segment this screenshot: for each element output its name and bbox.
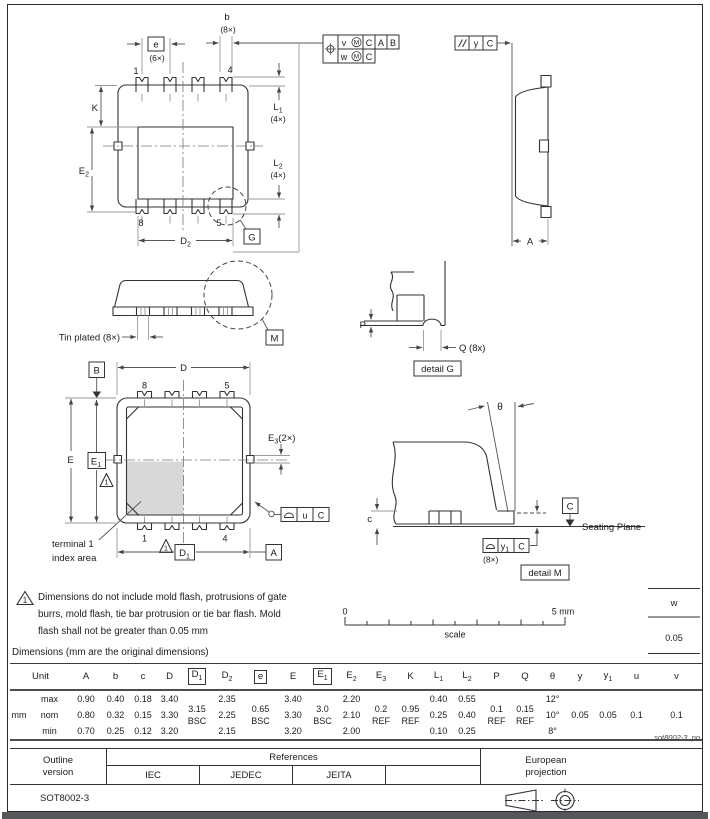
tol-value-w: w	[340, 51, 348, 62]
dim-col-header-v: v	[651, 664, 702, 691]
dim-d1-label: $D_1$	[179, 548, 190, 561]
datum-a: A	[270, 548, 277, 559]
dim-col-header-L2: $L_2$	[452, 664, 482, 691]
page-bottom-bar	[2, 812, 708, 819]
dim-value: 0.25	[429, 709, 448, 720]
dim-value: 0.25	[458, 725, 476, 736]
pin8-label: 8	[138, 218, 144, 228]
dim-col-header-Q: Q	[511, 664, 539, 691]
dim-col-header-E: E	[278, 664, 308, 691]
dim-b-count: (8×)	[220, 24, 236, 35]
dim-value: 3.30	[160, 709, 179, 720]
parallelism-tolerance-frame	[455, 36, 511, 50]
dim-col-header-E3: $E_3$	[366, 664, 396, 691]
datum-ref: C	[365, 37, 373, 48]
dim-d2-label: $D_2$	[180, 236, 191, 249]
dim-value: 0.15 REF	[516, 704, 534, 726]
pin1-label: 1	[133, 66, 139, 76]
detail-g-view	[360, 261, 486, 376]
note-line-2: burrs, mold flash, tie bar protrusion or tie bar flash. Mold	[38, 609, 281, 620]
dim-col-header-K: K	[396, 664, 425, 691]
dim-value: 0.90	[77, 693, 95, 704]
pin	[193, 523, 207, 530]
dim-col-header-c: c	[130, 664, 156, 691]
dim-value: 0.15	[134, 709, 152, 720]
plating-note: Tin plated (8×)	[58, 332, 120, 344]
side-view	[512, 43, 551, 248]
drawing-code: sot8002-3_po	[654, 733, 700, 742]
reference-jeita: JEITA	[293, 766, 386, 784]
dim-value: 0.2 REF	[372, 704, 390, 726]
footer-value-row	[10, 784, 702, 812]
dim-value: 0.1	[670, 710, 683, 720]
pin	[220, 523, 234, 530]
detail-g-ref: G	[248, 232, 256, 244]
dim-a-label: A	[526, 236, 534, 248]
svg-text:M: M	[353, 53, 360, 61]
w-value: 0.05	[665, 633, 683, 643]
position-tolerance-frame	[323, 35, 399, 63]
dim-col-header-D1: $D_1$	[183, 664, 211, 691]
dim-value: 2.10	[342, 709, 361, 720]
dimension-table	[10, 663, 702, 741]
pin	[220, 392, 234, 399]
dim-col-header-E2: $E_2$	[337, 664, 366, 691]
terminal-note: terminal 1	[52, 539, 94, 550]
dim-value: 0.18	[134, 693, 152, 704]
dim-value: 0.05	[599, 710, 617, 720]
dim-value: 0.10	[429, 725, 448, 736]
svg-text:1: 1	[104, 477, 109, 487]
side-tab	[540, 140, 549, 152]
dim-col-header-b: b	[101, 664, 130, 691]
dim-p-label: P	[359, 320, 366, 331]
side-tab	[247, 456, 255, 464]
scale-start: 0	[342, 606, 348, 617]
dim-value: 0.32	[106, 709, 125, 720]
pin4-label: 4	[222, 533, 228, 544]
tol-value-u: u	[302, 510, 308, 521]
european-projection-header: European projection	[480, 749, 702, 784]
scale-bar	[342, 607, 574, 640]
dim-theta-label: θ	[497, 402, 503, 413]
dim-value: 0.12	[134, 725, 152, 736]
datum-triangle	[566, 520, 575, 527]
tol-value-y: y	[473, 38, 479, 49]
package-profile	[115, 281, 249, 308]
pin	[541, 207, 551, 218]
dim-value: 3.30	[284, 709, 302, 720]
dim-value: 12°	[545, 693, 560, 704]
dim-value: 10°	[545, 709, 560, 720]
break-line	[392, 442, 396, 524]
top-view	[79, 12, 511, 252]
dim-value: 0.1	[630, 710, 643, 720]
dim-col-header-e: e	[243, 664, 278, 691]
dim-col-header-y: y	[566, 664, 594, 691]
reference-iec: IEC	[107, 766, 200, 784]
dim-e2-label: $E_2$	[78, 166, 89, 179]
dim-value: 0.95 REF	[401, 704, 420, 726]
bottom-view	[52, 362, 329, 564]
svg-text:1: 1	[163, 543, 169, 553]
dim-e-label: e	[153, 39, 159, 51]
pin	[138, 523, 152, 530]
detail-g-title: detail G	[421, 364, 454, 375]
dim-c-label: c	[367, 514, 372, 525]
dim-d-label: D	[180, 363, 187, 374]
dim-value: 3.15 BSC	[187, 704, 207, 726]
dim-value: 2.35	[218, 693, 236, 704]
outline-version-header: Outline version	[10, 749, 107, 784]
dim-value: 0.55	[458, 693, 476, 704]
datum-ref: C	[365, 51, 373, 62]
unit-value: mm	[11, 709, 27, 720]
datum-b: B	[93, 365, 100, 377]
dim-l2-count: (4×)	[270, 170, 286, 180]
note-flag-triangle	[160, 540, 173, 553]
dim-value: 0.40	[106, 693, 125, 704]
datum-ref: C	[317, 510, 325, 521]
datum-ref: A	[377, 37, 385, 48]
dim-e3-label: $E_3(2\times)$	[268, 433, 296, 446]
references-header: References	[107, 749, 480, 766]
datum-c: C	[566, 501, 574, 513]
exposed-pad	[429, 511, 461, 524]
datum-ref: C	[518, 541, 525, 552]
dim-l1-label: $L_1$	[273, 102, 283, 115]
dim-value: 8°	[548, 725, 557, 736]
datum-ref: B	[389, 37, 397, 48]
pin	[165, 523, 179, 530]
tol-value-y1: $y_1$	[500, 541, 510, 554]
dimensions-caption: Dimensions (mm are the original dimensions)	[12, 647, 209, 658]
dim-k-label: K	[91, 103, 98, 114]
row-label-nom: nom	[40, 709, 59, 720]
dim-col-header-D: D	[156, 664, 183, 691]
dim-value: 0.40	[429, 693, 448, 704]
pin	[541, 76, 551, 88]
detail-m-view	[367, 402, 645, 580]
dim-l2-label: $L_2$	[273, 158, 283, 171]
dim-value: 3.20	[160, 725, 179, 736]
row-label-max: max	[40, 693, 58, 704]
frame-count: (8×)	[483, 554, 499, 565]
scale-end: 5 mm	[551, 606, 575, 617]
svg-text:M: M	[353, 39, 360, 47]
dim-value: 0.40	[458, 709, 476, 720]
dim-l1-count: (4×)	[270, 114, 286, 124]
dim-value: 0.05	[571, 710, 589, 720]
datum-ref: C	[486, 38, 494, 49]
unit-header: Unit	[10, 664, 71, 691]
dim-value: 3.20	[284, 725, 302, 736]
dim-col-header-y1: $y_1$	[594, 664, 622, 691]
dim-col-header-E1: $E_1$	[308, 664, 337, 691]
outline-version-value: SOT8002-3	[40, 793, 90, 804]
dim-col-header-θ: θ	[539, 664, 566, 691]
terminal-note: index area	[52, 553, 97, 564]
side-tab	[114, 456, 122, 464]
note-flag-triangle	[16, 590, 34, 606]
dim-value: 2.20	[342, 693, 361, 704]
dim-col-header-D2: $D_2$	[211, 664, 243, 691]
dim-b-label: b	[224, 12, 230, 23]
note-line-1: Dimensions do not include mold flash, protrusions of gate	[38, 592, 287, 603]
w-column	[648, 589, 700, 654]
profile-tolerance-frame-y1	[483, 539, 529, 565]
dim-value: 2.25	[218, 709, 236, 720]
detail-m-ref: M	[270, 333, 279, 345]
dim-value: 3.40	[160, 693, 179, 704]
dim-col-header-P: P	[482, 664, 511, 691]
front-view	[59, 261, 283, 345]
lead-foot	[423, 319, 445, 325]
dim-value: 0.65 BSC	[251, 704, 270, 726]
dim-value: 3.0 BSC	[313, 704, 332, 726]
dim-col-header-A: A	[71, 664, 101, 691]
w-header: w	[670, 598, 678, 609]
dim-col-header-L1: $L_1$	[425, 664, 452, 691]
dim-value: 0.25	[106, 725, 125, 736]
pin	[193, 392, 207, 399]
pin	[165, 392, 179, 399]
scale-label: scale	[444, 629, 466, 640]
pin4-label: 4	[227, 65, 233, 75]
dim-q-label: Q (8x)	[459, 343, 486, 354]
note-line-3: flash shall not be greater than 0.05 mm	[38, 626, 208, 637]
footer-table	[10, 748, 702, 812]
dim-col-header-u: u	[622, 664, 651, 691]
pin	[138, 392, 152, 399]
reference-jedec: JEDEC	[200, 766, 293, 784]
first-angle-projection-icon	[505, 788, 590, 813]
dim-e-label: E	[67, 455, 74, 466]
pin8-label: 8	[141, 380, 148, 391]
profile-tolerance-frame-u	[255, 502, 329, 522]
dim-value: 2.15	[218, 725, 236, 736]
reference-empty	[386, 766, 480, 784]
pin1-label: 1	[141, 533, 148, 544]
tol-value-v: v	[341, 37, 347, 48]
dim-value: 3.40	[284, 693, 302, 704]
row-label-min: min	[42, 725, 57, 736]
dim-value: 0.70	[77, 725, 95, 736]
seating-plane-label: Seating Plane	[582, 522, 642, 533]
dim-e-count: (6×)	[149, 53, 165, 63]
pin5-label: 5	[224, 380, 230, 391]
pin5-label: 5	[216, 218, 222, 228]
note-flag-triangle	[100, 474, 113, 487]
dim-e1-label: $E_1$	[90, 456, 102, 469]
dim-value: 2.00	[342, 725, 361, 736]
detail-m-title: detail M	[528, 568, 562, 579]
dim-value: 0.1 REF	[487, 704, 506, 726]
datum-triangle	[93, 392, 102, 399]
dim-value: 0.80	[77, 709, 95, 720]
svg-text:1: 1	[22, 596, 28, 605]
